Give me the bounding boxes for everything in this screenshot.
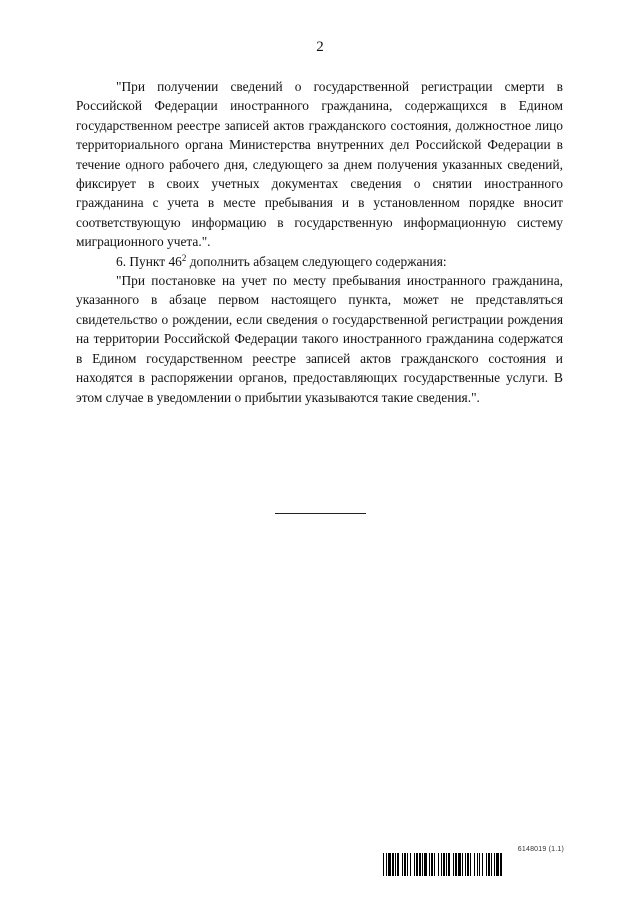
superscript-index: 2 xyxy=(181,252,187,263)
barcode-bar xyxy=(410,853,411,876)
text-line: в Российской Федерации иностранного гражданина, содержащихся xyxy=(76,79,563,114)
page-number: 2 xyxy=(316,39,324,55)
barcode-bar xyxy=(443,853,445,876)
barcode-bar xyxy=(383,853,384,876)
barcode-bar xyxy=(414,853,415,876)
barcode-bar xyxy=(486,853,487,876)
document-code: 6148019 (1.1) xyxy=(517,846,564,853)
text-line: гражданина, указанного в абзаце первом настоящего пункта, может xyxy=(76,273,563,308)
text-line: Российской Федерации в течение одного рабочего дня, следующего xyxy=(76,137,564,172)
text-line: "При постановке на учет по месту пребывания иностранного xyxy=(116,273,486,289)
barcode-bar xyxy=(419,853,421,876)
text-line: в Едином государственном реестре записей актов гражданского состояния, xyxy=(76,98,563,133)
barcode-bar xyxy=(446,853,447,876)
barcode-bar xyxy=(467,853,469,876)
barcode-bar xyxy=(424,853,427,876)
barcode-bar xyxy=(407,853,408,876)
text-line: информацию в государственную информационную систему xyxy=(191,214,563,230)
barcode-bar xyxy=(458,853,461,876)
barcode-bar xyxy=(474,853,475,876)
barcode-bar xyxy=(494,853,495,876)
barcode-bar xyxy=(448,853,450,876)
barcode-bar xyxy=(488,853,490,876)
barcode-bar xyxy=(482,853,483,876)
end-divider xyxy=(275,513,366,514)
barcode-bar xyxy=(402,853,403,876)
text-line: "При получении сведений о государственной регистрации смерти xyxy=(116,79,545,94)
barcode xyxy=(383,853,566,876)
paragraph-registration-stay xyxy=(76,271,563,407)
barcode-bar xyxy=(388,853,391,876)
barcode-bar xyxy=(491,853,492,876)
barcode-bar xyxy=(416,853,418,876)
item-text-prefix: 6. Пункт 46 xyxy=(116,253,182,269)
document-body xyxy=(76,77,563,407)
barcode-bar xyxy=(477,853,478,876)
barcode-bar xyxy=(397,853,399,876)
barcode-bar xyxy=(395,853,396,876)
paragraph-item-6 xyxy=(76,252,563,271)
text-line: миграционного учета.". xyxy=(76,234,211,250)
item-text-suffix: дополнить абзацем следующего содержания: xyxy=(186,253,447,269)
barcode-bar xyxy=(392,853,394,876)
barcode-bar xyxy=(431,853,433,876)
barcode-bar xyxy=(479,853,480,876)
barcode-bar xyxy=(470,853,471,876)
text-line: за днем получения указанных сведений, фиксирует в своих учетных xyxy=(76,156,563,192)
text-line: должностное лицо территориального органа Министерства внутренних дел xyxy=(76,117,563,153)
barcode-bar xyxy=(422,853,423,876)
barcode-bar xyxy=(404,853,406,876)
barcode-bar xyxy=(462,853,463,876)
barcode-bar xyxy=(455,853,457,876)
text-line: документах сведения о снятии иностранного гражданина с учета в месте xyxy=(76,176,563,211)
barcode-bar xyxy=(465,853,466,876)
barcode-bar xyxy=(438,853,439,876)
barcode-bar xyxy=(386,853,387,876)
text-line: не представляться свидетельство о рождении, если сведения xyxy=(76,292,563,327)
text-line: и находятся в распоряжении органов, предоставляющих государственные xyxy=(76,350,563,386)
text-line: о государственной регистрации рождения на территории Российской xyxy=(76,311,563,347)
text-line: Федерации такого иностранного гражданина содержатся в Едином xyxy=(76,331,563,366)
barcode-bar xyxy=(496,853,499,876)
barcode-bar xyxy=(429,853,430,876)
text-line: государственном реестре записей актов гражданского состояния xyxy=(146,350,546,366)
paragraph-death-registration xyxy=(76,77,563,252)
text-line: сведения.". xyxy=(416,389,480,405)
text-line: услуги. В этом случае в уведомлении о прибытии указываются такие xyxy=(76,370,563,405)
barcode-bar xyxy=(453,853,454,876)
barcode-bar xyxy=(500,853,502,876)
barcode-bar xyxy=(441,853,442,876)
barcode-bar xyxy=(434,853,435,876)
text-line: пребывания и в установленном порядке вносит соответствующую xyxy=(76,195,563,230)
